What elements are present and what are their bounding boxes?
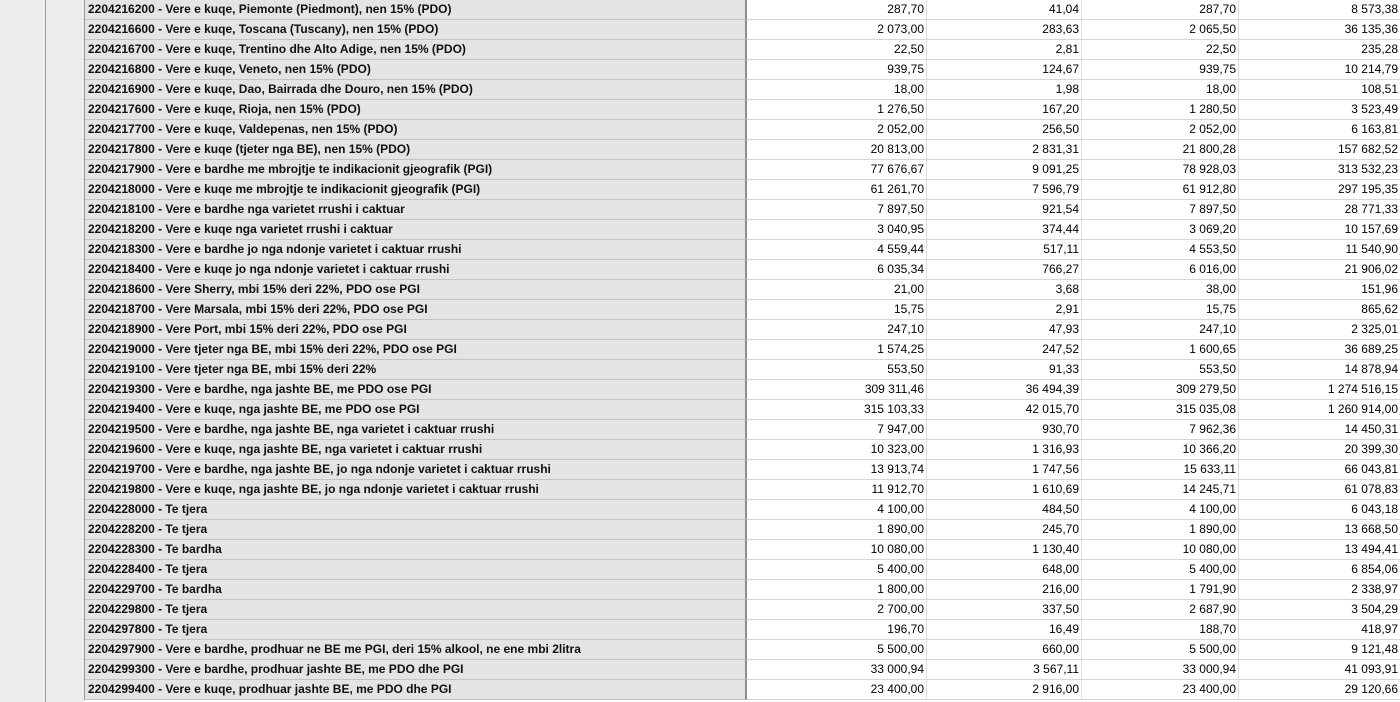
- value-cell-2[interactable]: 1 610,69: [927, 480, 1082, 500]
- value-cell-1[interactable]: 61 261,70: [747, 180, 927, 200]
- value-cell-3[interactable]: 939,75: [1082, 60, 1239, 80]
- value-cell-3[interactable]: 4 553,50: [1082, 240, 1239, 260]
- table-row[interactable]: [85, 20, 1400, 40]
- table-row[interactable]: [85, 100, 1400, 120]
- gutter-divider: [45, 0, 46, 702]
- value-cell-4[interactable]: 8 573,38: [1239, 0, 1400, 20]
- value-cell-3[interactable]: 15 633,11: [1082, 460, 1239, 480]
- table-row[interactable]: [85, 660, 1400, 680]
- table-row[interactable]: [85, 500, 1400, 520]
- value-cell-3[interactable]: 5 400,00: [1082, 560, 1239, 580]
- value-cell-1[interactable]: 553,50: [747, 360, 927, 380]
- value-cell-4[interactable]: 20 399,30: [1239, 440, 1400, 460]
- product-description-cell[interactable]: 2204219000 - Vere tjeter nga BE, mbi 15% deri 22%, PDO ose PGI: [85, 340, 747, 360]
- value-cell-4[interactable]: 36 689,25: [1239, 340, 1400, 360]
- value-cell-3[interactable]: 38,00: [1082, 280, 1239, 300]
- value-cell-3[interactable]: 309 279,50: [1082, 380, 1239, 400]
- value-cell-1[interactable]: 309 311,46: [747, 380, 927, 400]
- product-description-cell[interactable]: 2204217800 - Vere e kuqe (tjeter nga BE), nen 15% (PDO): [85, 140, 747, 160]
- table-row[interactable]: [85, 120, 1400, 140]
- value-cell-1[interactable]: 5 500,00: [747, 640, 927, 660]
- table-row[interactable]: [85, 580, 1400, 600]
- value-cell-1[interactable]: 21,00: [747, 280, 927, 300]
- value-cell-4[interactable]: 3 523,49: [1239, 100, 1400, 120]
- value-cell-2[interactable]: 1 747,56: [927, 460, 1082, 480]
- value-cell-3[interactable]: 22,50: [1082, 40, 1239, 60]
- value-cell-2[interactable]: 42 015,70: [927, 400, 1082, 420]
- value-cell-1[interactable]: 3 040,95: [747, 220, 927, 240]
- product-description-cell[interactable]: 2204218900 - Vere Port, mbi 15% deri 22%, PDO ose PGI: [85, 320, 747, 340]
- value-cell-4[interactable]: 14 878,94: [1239, 360, 1400, 380]
- value-cell-1[interactable]: 10 323,00: [747, 440, 927, 460]
- table-row[interactable]: [85, 280, 1400, 300]
- value-cell-3[interactable]: 1 600,65: [1082, 340, 1239, 360]
- value-cell-1[interactable]: 13 913,74: [747, 460, 927, 480]
- product-description-cell[interactable]: 2204216900 - Vere e kuqe, Dao, Bairrada dhe Douro, nen 15% (PDO): [85, 80, 747, 100]
- value-cell-4[interactable]: 14 450,31: [1239, 420, 1400, 440]
- product-description-cell[interactable]: 2204228200 - Te tjera: [85, 520, 747, 540]
- product-description-cell[interactable]: 2204218000 - Vere e kuqe me mbrojtje te indikacionit gjeografik (PGI): [85, 180, 747, 200]
- product-description-cell[interactable]: 2204229700 - Te bardha: [85, 580, 747, 600]
- product-description-cell[interactable]: 2204218100 - Vere e bardhe nga varietet rrushi i caktuar: [85, 200, 747, 220]
- product-description-cell[interactable]: 2204219500 - Vere e bardhe, nga jashte BE, nga varietet i caktuar rrushi: [85, 420, 747, 440]
- value-cell-3[interactable]: 553,50: [1082, 360, 1239, 380]
- product-description-cell[interactable]: 2204216700 - Vere e kuqe, Trentino dhe Alto Adige, nen 15% (PDO): [85, 40, 747, 60]
- product-description-cell[interactable]: 2204228000 - Te tjera: [85, 500, 747, 520]
- table-row[interactable]: [85, 460, 1400, 480]
- value-cell-2[interactable]: 245,70: [927, 520, 1082, 540]
- value-cell-2[interactable]: 517,11: [927, 240, 1082, 260]
- value-cell-1[interactable]: 315 103,33: [747, 400, 927, 420]
- value-cell-3[interactable]: 3 069,20: [1082, 220, 1239, 240]
- value-cell-4[interactable]: 297 195,35: [1239, 180, 1400, 200]
- value-cell-2[interactable]: 167,20: [927, 100, 1082, 120]
- value-cell-4[interactable]: 10 157,69: [1239, 220, 1400, 240]
- value-cell-3[interactable]: 23 400,00: [1082, 680, 1239, 700]
- value-cell-4[interactable]: 235,28: [1239, 40, 1400, 60]
- value-cell-3[interactable]: 10 080,00: [1082, 540, 1239, 560]
- value-cell-1[interactable]: 2 073,00: [747, 20, 927, 40]
- value-cell-1[interactable]: 18,00: [747, 80, 927, 100]
- value-cell-1[interactable]: 1 800,00: [747, 580, 927, 600]
- value-cell-2[interactable]: 283,63: [927, 20, 1082, 40]
- value-cell-2[interactable]: 124,67: [927, 60, 1082, 80]
- value-cell-3[interactable]: 7 962,36: [1082, 420, 1239, 440]
- table-row[interactable]: [85, 540, 1400, 560]
- value-cell-1[interactable]: 4 100,00: [747, 500, 927, 520]
- value-cell-3[interactable]: 2 687,90: [1082, 600, 1239, 620]
- product-description-cell[interactable]: 2204228300 - Te bardha: [85, 540, 747, 560]
- value-cell-3[interactable]: 2 065,50: [1082, 20, 1239, 40]
- product-description-cell[interactable]: 2204219400 - Vere e kuqe, nga jashte BE, me PDO ose PGI: [85, 400, 747, 420]
- product-description-cell[interactable]: 2204228400 - Te tjera: [85, 560, 747, 580]
- value-cell-4[interactable]: 6 854,06: [1239, 560, 1400, 580]
- value-cell-4[interactable]: 108,51: [1239, 80, 1400, 100]
- table-row[interactable]: [85, 200, 1400, 220]
- value-cell-4[interactable]: 21 906,02: [1239, 260, 1400, 280]
- value-cell-4[interactable]: 6 163,81: [1239, 120, 1400, 140]
- value-cell-2[interactable]: 3,68: [927, 280, 1082, 300]
- value-cell-1[interactable]: 4 559,44: [747, 240, 927, 260]
- value-cell-3[interactable]: 1 280,50: [1082, 100, 1239, 120]
- value-cell-3[interactable]: 2 052,00: [1082, 120, 1239, 140]
- product-description-cell[interactable]: 2204219700 - Vere e bardhe, nga jashte BE, jo nga ndonje varietet i caktuar rrushi: [85, 460, 747, 480]
- table-row[interactable]: [85, 60, 1400, 80]
- product-description-cell[interactable]: 2204216600 - Vere e kuqe, Toscana (Tuscany), nen 15% (PDO): [85, 20, 747, 40]
- value-cell-4[interactable]: 13 668,50: [1239, 520, 1400, 540]
- value-cell-1[interactable]: 5 400,00: [747, 560, 927, 580]
- table-row[interactable]: [85, 40, 1400, 60]
- value-cell-1[interactable]: 6 035,34: [747, 260, 927, 280]
- value-cell-1[interactable]: 7 947,00: [747, 420, 927, 440]
- value-cell-3[interactable]: 7 897,50: [1082, 200, 1239, 220]
- value-cell-2[interactable]: 660,00: [927, 640, 1082, 660]
- value-cell-1[interactable]: 23 400,00: [747, 680, 927, 700]
- product-description-cell[interactable]: 2204219600 - Vere e kuqe, nga jashte BE, nga varietet i caktuar rrushi: [85, 440, 747, 460]
- value-cell-4[interactable]: 66 043,81: [1239, 460, 1400, 480]
- value-cell-2[interactable]: 337,50: [927, 600, 1082, 620]
- product-description-cell[interactable]: 2204217900 - Vere e bardhe me mbrojtje te indikacionit gjeografik (PGI): [85, 160, 747, 180]
- table-row[interactable]: [85, 560, 1400, 580]
- product-description-cell[interactable]: 2204218300 - Vere e bardhe jo nga ndonje varietet i caktuar rrushi: [85, 240, 747, 260]
- value-cell-3[interactable]: 5 500,00: [1082, 640, 1239, 660]
- value-cell-4[interactable]: 2 338,97: [1239, 580, 1400, 600]
- product-description-cell[interactable]: 2204299400 - Vere e kuqe, prodhuar jashte BE, me PDO dhe PGI: [85, 680, 747, 700]
- table-row[interactable]: [85, 480, 1400, 500]
- product-description-cell[interactable]: 2204297800 - Te tjera: [85, 620, 747, 640]
- value-cell-4[interactable]: 157 682,52: [1239, 140, 1400, 160]
- table-row[interactable]: [85, 0, 1400, 20]
- value-cell-4[interactable]: 41 093,91: [1239, 660, 1400, 680]
- value-cell-1[interactable]: 20 813,00: [747, 140, 927, 160]
- value-cell-3[interactable]: 78 928,03: [1082, 160, 1239, 180]
- value-cell-4[interactable]: 3 504,29: [1239, 600, 1400, 620]
- value-cell-2[interactable]: 648,00: [927, 560, 1082, 580]
- value-cell-1[interactable]: 196,70: [747, 620, 927, 640]
- value-cell-2[interactable]: 2 916,00: [927, 680, 1082, 700]
- value-cell-2[interactable]: 91,33: [927, 360, 1082, 380]
- value-cell-3[interactable]: 188,70: [1082, 620, 1239, 640]
- product-description-cell[interactable]: 2204219800 - Vere e kuqe, nga jashte BE, jo nga ndonje varietet i caktuar rrushi: [85, 480, 747, 500]
- value-cell-3[interactable]: 18,00: [1082, 80, 1239, 100]
- value-cell-1[interactable]: 2 052,00: [747, 120, 927, 140]
- table-row[interactable]: [85, 420, 1400, 440]
- table-row[interactable]: [85, 300, 1400, 320]
- value-cell-1[interactable]: 247,10: [747, 320, 927, 340]
- table-row[interactable]: [85, 360, 1400, 380]
- value-cell-3[interactable]: 15,75: [1082, 300, 1239, 320]
- value-cell-4[interactable]: 9 121,48: [1239, 640, 1400, 660]
- table-row[interactable]: [85, 520, 1400, 540]
- value-cell-4[interactable]: 418,97: [1239, 620, 1400, 640]
- product-description-cell[interactable]: 2204216200 - Vere e kuqe, Piemonte (Piedmont), nen 15% (PDO): [85, 0, 747, 20]
- value-cell-1[interactable]: 22,50: [747, 40, 927, 60]
- value-cell-3[interactable]: 33 000,94: [1082, 660, 1239, 680]
- value-cell-2[interactable]: 484,50: [927, 500, 1082, 520]
- table-row[interactable]: [85, 380, 1400, 400]
- table-row[interactable]: [85, 440, 1400, 460]
- value-cell-1[interactable]: 2 700,00: [747, 600, 927, 620]
- value-cell-1[interactable]: 939,75: [747, 60, 927, 80]
- value-cell-1[interactable]: 15,75: [747, 300, 927, 320]
- value-cell-3[interactable]: 1 890,00: [1082, 520, 1239, 540]
- value-cell-1[interactable]: 10 080,00: [747, 540, 927, 560]
- product-description-cell[interactable]: 2204218400 - Vere e kuqe jo nga ndonje varietet i caktuar rrushi: [85, 260, 747, 280]
- product-description-cell[interactable]: 2204216800 - Vere e kuqe, Veneto, nen 15% (PDO): [85, 60, 747, 80]
- value-cell-4[interactable]: 1 260 914,00: [1239, 400, 1400, 420]
- value-cell-4[interactable]: 6 043,18: [1239, 500, 1400, 520]
- table-row[interactable]: [85, 80, 1400, 100]
- product-description-cell[interactable]: 2204218200 - Vere e kuqe nga varietet rrushi i caktuar: [85, 220, 747, 240]
- value-cell-4[interactable]: 29 120,66: [1239, 680, 1400, 700]
- value-cell-3[interactable]: 14 245,71: [1082, 480, 1239, 500]
- value-cell-2[interactable]: 766,27: [927, 260, 1082, 280]
- value-cell-2[interactable]: 1 130,40: [927, 540, 1082, 560]
- value-cell-4[interactable]: 13 494,41: [1239, 540, 1400, 560]
- value-cell-4[interactable]: 28 771,33: [1239, 200, 1400, 220]
- table-row[interactable]: [85, 260, 1400, 280]
- value-cell-2[interactable]: 216,00: [927, 580, 1082, 600]
- value-cell-4[interactable]: 1 274 516,15: [1239, 380, 1400, 400]
- value-cell-4[interactable]: 61 078,83: [1239, 480, 1400, 500]
- table-row[interactable]: [85, 140, 1400, 160]
- table-row[interactable]: [85, 400, 1400, 420]
- value-cell-3[interactable]: 315 035,08: [1082, 400, 1239, 420]
- value-cell-2[interactable]: 3 567,11: [927, 660, 1082, 680]
- value-cell-2[interactable]: 1,98: [927, 80, 1082, 100]
- table-row[interactable]: [85, 220, 1400, 240]
- product-description-cell[interactable]: 2204297900 - Vere e bardhe, prodhuar ne BE me PGI, deri 15% alkool, ne ene mbi 2litra: [85, 640, 747, 660]
- value-cell-3[interactable]: 10 366,20: [1082, 440, 1239, 460]
- value-cell-2[interactable]: 256,50: [927, 120, 1082, 140]
- value-cell-1[interactable]: 77 676,67: [747, 160, 927, 180]
- value-cell-4[interactable]: 865,62: [1239, 300, 1400, 320]
- data-table: [84, 0, 1400, 700]
- value-cell-1[interactable]: 1 276,50: [747, 100, 927, 120]
- product-description-cell[interactable]: 2204219100 - Vere tjeter nga BE, mbi 15% deri 22%: [85, 360, 747, 380]
- value-cell-4[interactable]: 10 214,79: [1239, 60, 1400, 80]
- table-row[interactable]: [85, 340, 1400, 360]
- value-cell-2[interactable]: 9 091,25: [927, 160, 1082, 180]
- value-cell-4[interactable]: 2 325,01: [1239, 320, 1400, 340]
- table-row[interactable]: [85, 640, 1400, 660]
- value-cell-3[interactable]: 6 016,00: [1082, 260, 1239, 280]
- product-description-cell[interactable]: 2204218700 - Vere Marsala, mbi 15% deri 22%, PDO ose PGI: [85, 300, 747, 320]
- value-cell-2[interactable]: 16,49: [927, 620, 1082, 640]
- value-cell-4[interactable]: 313 532,23: [1239, 160, 1400, 180]
- value-cell-1[interactable]: 1 890,00: [747, 520, 927, 540]
- value-cell-4[interactable]: 151,96: [1239, 280, 1400, 300]
- value-cell-2[interactable]: 921,54: [927, 200, 1082, 220]
- table-row[interactable]: [85, 240, 1400, 260]
- value-cell-2[interactable]: 1 316,93: [927, 440, 1082, 460]
- value-cell-1[interactable]: 287,70: [747, 0, 927, 20]
- value-cell-3[interactable]: 247,10: [1082, 320, 1239, 340]
- value-cell-2[interactable]: 930,70: [927, 420, 1082, 440]
- product-description-cell[interactable]: 2204217600 - Vere e kuqe, Rioja, nen 15% (PDO): [85, 100, 747, 120]
- product-description-cell[interactable]: 2204229800 - Te tjera: [85, 600, 747, 620]
- value-cell-3[interactable]: 61 912,80: [1082, 180, 1239, 200]
- table-row[interactable]: [85, 600, 1400, 620]
- value-cell-1[interactable]: 7 897,50: [747, 200, 927, 220]
- value-cell-1[interactable]: 33 000,94: [747, 660, 927, 680]
- value-cell-2[interactable]: 47,93: [927, 320, 1082, 340]
- value-cell-4[interactable]: 36 135,36: [1239, 20, 1400, 40]
- value-cell-2[interactable]: 36 494,39: [927, 380, 1082, 400]
- value-cell-2[interactable]: 41,04: [927, 0, 1082, 20]
- value-cell-2[interactable]: 7 596,79: [927, 180, 1082, 200]
- table-row[interactable]: [85, 160, 1400, 180]
- value-cell-1[interactable]: 11 912,70: [747, 480, 927, 500]
- value-cell-3[interactable]: 4 100,00: [1082, 500, 1239, 520]
- left-gutter: [0, 0, 84, 702]
- value-cell-2[interactable]: 247,52: [927, 340, 1082, 360]
- table-row[interactable]: [85, 180, 1400, 200]
- value-cell-2[interactable]: 2,91: [927, 300, 1082, 320]
- value-cell-3[interactable]: 287,70: [1082, 0, 1239, 20]
- value-cell-3[interactable]: 21 800,28: [1082, 140, 1239, 160]
- value-cell-2[interactable]: 374,44: [927, 220, 1082, 240]
- product-description-cell[interactable]: 2204299300 - Vere e bardhe, prodhuar jashte BE, me PDO dhe PGI: [85, 660, 747, 680]
- table-row[interactable]: [85, 620, 1400, 640]
- product-description-cell[interactable]: 2204217700 - Vere e kuqe, Valdepenas, nen 15% (PDO): [85, 120, 747, 140]
- product-description-cell[interactable]: 2204219300 - Vere e bardhe, nga jashte BE, me PDO ose PGI: [85, 380, 747, 400]
- value-cell-2[interactable]: 2,81: [927, 40, 1082, 60]
- value-cell-2[interactable]: 2 831,31: [927, 140, 1082, 160]
- product-description-cell[interactable]: 2204218600 - Vere Sherry, mbi 15% deri 22%, PDO ose PGI: [85, 280, 747, 300]
- table-row[interactable]: [85, 320, 1400, 340]
- value-cell-3[interactable]: 1 791,90: [1082, 580, 1239, 600]
- value-cell-1[interactable]: 1 574,25: [747, 340, 927, 360]
- value-cell-4[interactable]: 11 540,90: [1239, 240, 1400, 260]
- table-row[interactable]: [85, 680, 1400, 700]
